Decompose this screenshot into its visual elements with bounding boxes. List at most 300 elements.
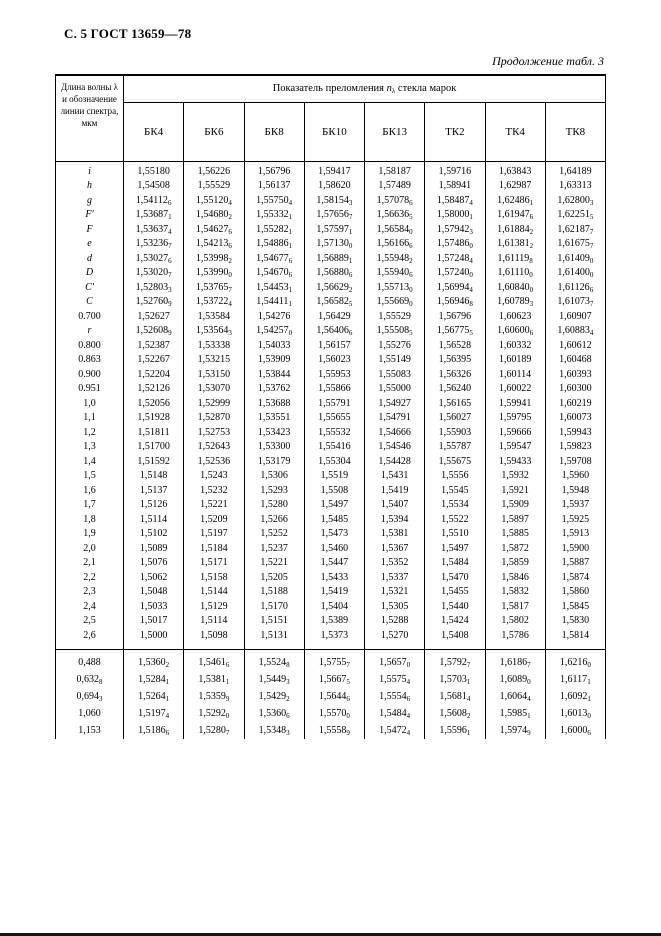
refractive-index-cell: $1,6000_6$ [545,722,605,739]
refractive-index-cell: $1,57248_4$ [425,252,485,267]
refractive-index-cell: 1,52753 [184,426,244,441]
refractive-index-cell: 1,59417 [304,161,364,179]
column-header-ТК8: ТК8 [545,102,605,161]
wavelength-label: 1,0 [56,397,124,412]
refractive-index-cell: $1,53027_6$ [124,252,184,267]
refractive-index-cell: 1,54791 [365,411,425,426]
refractive-index-cell: 1,5510 [425,527,485,542]
refractive-index-cell: 1,59941 [485,397,545,412]
refractive-index-cell: $1,54886_1$ [244,237,304,252]
refractive-index-cell: 1,5802 [485,614,545,629]
refractive-index-cell: $1,54680_2$ [184,208,244,223]
refractive-index-cell: $1,56636_5$ [365,208,425,223]
refractive-index-cell: $1,61073_7$ [545,295,605,310]
table-row [56,353,606,368]
wavelength-label: h [56,179,124,194]
refractive-index-cell: $1,62187_7$ [545,223,605,238]
refractive-index-cell: 1,51811 [124,426,184,441]
refractive-index-cell: 1,5158 [184,571,244,586]
refractive-index-cell: 1,5887 [545,556,605,571]
refractive-index-cell: 1,5545 [425,484,485,499]
refractive-index-cell: $1,56629_2$ [304,281,364,296]
wavelength-label: D [56,266,124,281]
refractive-index-cell: $1,55508_5$ [365,324,425,339]
refractive-index-cell: 1,5470 [425,571,485,586]
refractive-index-cell: 1,52267 [124,353,184,368]
refractive-index-cell: 1,5874 [545,571,605,586]
refractive-index-cell: 1,59666 [485,426,545,441]
table-row [56,585,606,600]
wavelength-label: 2,4 [56,600,124,615]
refractive-index-cell: 1,54033 [244,339,304,354]
column-header-БК8: БК8 [244,102,304,161]
wavelength-label: 1,7 [56,498,124,513]
refractive-index-cell: 1,5497 [304,498,364,513]
refractive-index-cell: 1,55903 [425,426,485,441]
refractive-index-cell: 1,52643 [184,440,244,455]
refractive-index-cell: 1,59433 [485,455,545,470]
refractive-index-cell: $1,57078_6$ [365,194,425,209]
wavelength-label: 1,060 [56,705,124,722]
table-row [56,688,606,705]
refractive-index-cell: 1,5846 [485,571,545,586]
refractive-index-cell: $1,57130_0$ [304,237,364,252]
refractive-index-cell: 1,53909 [244,353,304,368]
refractive-index-cell: 1,5017 [124,614,184,629]
refractive-index-cell: 1,5237 [244,542,304,557]
refraction-span-header [124,75,606,102]
refractive-index-cell: $1,6013_0$ [545,705,605,722]
refractive-index-cell: 1,56137 [244,179,304,194]
refractive-index-cell: 1,56165 [425,397,485,412]
refractive-index-cell: 1,5424 [425,614,485,629]
refractive-index-cell: $1,5575_4$ [365,671,425,688]
refractive-index-cell: 1,5913 [545,527,605,542]
wavelength-label: 1,2 [56,426,124,441]
refractive-index-cell: 1,54276 [244,310,304,325]
refractive-index-cell: 1,5814 [545,629,605,650]
refractive-index-cell: $1,52760_9$ [124,295,184,310]
refractive-index-cell: $1,60600_6$ [485,324,545,339]
refractive-index-cell: $1,53020_7$ [124,266,184,281]
refractive-index-cell: $1,53236_7$ [124,237,184,252]
refractive-index-cell: $1,53990_0$ [184,266,244,281]
refractive-index-cell: $1,56166_6$ [365,237,425,252]
refractive-index-cell: $1,53687_1$ [124,208,184,223]
refractive-index-cell: 1,5288 [365,614,425,629]
refractive-index-cell: 1,5221 [184,498,244,513]
wavelength-label: C′ [56,281,124,296]
refractive-index-cell: 1,60073 [545,411,605,426]
refractive-index-cell: 1,55149 [365,353,425,368]
refractive-index-cell: $1,53722_4$ [184,295,244,310]
refractive-index-cell: 1,5352 [365,556,425,571]
table-row [56,266,606,281]
refractive-index-cell: 1,56429 [304,310,364,325]
refractive-index-cell: $1,56889_1$ [304,252,364,267]
refractive-index-cell: 1,60612 [545,339,605,354]
refractive-index-cell: $1,57597_1$ [304,223,364,238]
wavelength-label: 2,3 [56,585,124,600]
refractive-index-cell: $1,54677_6$ [244,252,304,267]
refractive-index-cell: 1,5925 [545,513,605,528]
refractive-index-cell: $1,5558_9$ [304,722,364,739]
refractive-index-cell: 1,60393 [545,368,605,383]
refractive-index-cell: 1,5909 [485,498,545,513]
refractive-index-cell: 1,5126 [124,498,184,513]
refractive-index-cell: $1,56775_5$ [425,324,485,339]
refractive-index-cell: 1,53423 [244,426,304,441]
wavelength-label: 1,6 [56,484,124,499]
refractive-index-cell: 1,56326 [425,368,485,383]
refractive-index-cell: 1,55655 [304,411,364,426]
refractive-index-cell: $1,61119_8$ [485,252,545,267]
refractive-index-cell: 1,5484 [425,556,485,571]
refractive-index-cell: 1,5473 [304,527,364,542]
refractive-index-cell: $1,6089_0$ [485,671,545,688]
wavelength-label: e [56,237,124,252]
refractive-index-cell: $1,56584_0$ [365,223,425,238]
refractive-index-cell: 1,52056 [124,397,184,412]
refractive-index-cell: $1,5472_4$ [365,722,425,739]
refractive-index-cell: 1,5832 [485,585,545,600]
refractive-index-cell: 1,53070 [184,382,244,397]
refractive-index-cell: 1,5407 [365,498,425,513]
refractive-index-cell: 1,55787 [425,440,485,455]
refractive-index-cell: 1,5148 [124,469,184,484]
refractive-index-cell: 1,58620 [304,179,364,194]
refractive-index-cell: 1,63843 [485,161,545,179]
refractive-index-cell: 1,55675 [425,455,485,470]
refractive-index-cell: 1,53300 [244,440,304,455]
refractive-index-cell: 1,56157 [304,339,364,354]
refractive-index-cell: 1,51592 [124,455,184,470]
refractive-index-cell: 1,53584 [184,310,244,325]
glass-header-row [56,102,606,161]
refractive-index-cell: 1,5114 [124,513,184,528]
refractive-index-cell: 1,5102 [124,527,184,542]
refractive-index-cell: $1,54257_0$ [244,324,304,339]
refractive-index-cell: 1,5404 [304,600,364,615]
refractive-index-cell: 1,60907 [545,310,605,325]
wavelength-label: r [56,324,124,339]
wavelength-label: 1,153 [56,722,124,739]
refractive-index-cell: $1,57942_3$ [425,223,485,238]
refractive-index-cell: 1,52204 [124,368,184,383]
refractive-index-cell: 1,55791 [304,397,364,412]
refraction-header-prefix: Показатель преломления [272,83,387,95]
refractive-index-cell: $1,61110_0$ [485,266,545,281]
refractive-index-cell: $1,53765_7$ [184,281,244,296]
wavelength-label: 0.800 [56,339,124,354]
table-row [56,614,606,629]
refractive-index-cell: $1,55120_4$ [184,194,244,209]
refractive-index-cell: 1,60189 [485,353,545,368]
table-row [56,629,606,650]
refractive-index-cell: 1,5519 [304,469,364,484]
table-row [56,237,606,252]
page-header: С. 5 ГОСТ 13659—78 [64,26,192,41]
refractive-index-cell: 1,53215 [184,353,244,368]
wavelength-label: 1,8 [56,513,124,528]
refractive-index-cell: 1,56796 [425,310,485,325]
refractive-index-cell: 1,56226 [184,161,244,179]
table-row [56,281,606,296]
refractive-index-cell: $1,5461_6$ [184,650,244,672]
refractive-index-cell: $1,5554_6$ [365,688,425,705]
refractive-index-cell: 1,5389 [304,614,364,629]
column-header-БК4: БК4 [124,102,184,161]
refractive-index-cell: 1,5455 [425,585,485,600]
refractive-index-cell: $1,5484_4$ [365,705,425,722]
table-row [56,223,606,238]
table-body-laser-lines [56,650,606,740]
refractive-index-cell: 1,53688 [244,397,304,412]
refractive-index-table-container [55,74,606,739]
refractive-index-cell: $1,5264_1$ [124,688,184,705]
refractive-index-cell: 1,55532 [304,426,364,441]
refractive-index-cell: 1,5114 [184,614,244,629]
table-row [56,382,606,397]
refractive-index-cell: 1,5485 [304,513,364,528]
refractive-index-cell: 1,5321 [365,585,425,600]
refractive-index-cell: 1,55276 [365,339,425,354]
wavelength-label: 2,5 [56,614,124,629]
refractive-index-cell: 1,5337 [365,571,425,586]
refractive-index-cell: 1,54666 [365,426,425,441]
table-row [56,513,606,528]
refractive-index-cell: $1,5429_2$ [244,688,304,705]
refractive-index-cell: $1,6216_0$ [545,650,605,672]
refractive-index-cell: $1,58000_1$ [425,208,485,223]
refractive-index-cell: 1,5885 [485,527,545,542]
refractive-index-cell: 1,56240 [425,382,485,397]
refractive-index-cell: 1,63313 [545,179,605,194]
refractive-index-cell: 1,58187 [365,161,425,179]
refractive-index-cell: 1,53844 [244,368,304,383]
refractive-index-cell: 1,54508 [124,179,184,194]
refractive-index-cell: 1,60623 [485,310,545,325]
refractive-index-cell: 1,5786 [485,629,545,650]
refractive-index-cell: 1,5243 [184,469,244,484]
table-row [56,161,606,179]
refractive-index-cell: $1,5360_2$ [124,650,184,672]
refractive-index-cell: 1,59716 [425,161,485,179]
refractive-index-cell: $1,61884_2$ [485,223,545,238]
table-row [56,498,606,513]
refractive-index-cell: 1,53338 [184,339,244,354]
refractive-index-cell: $1,6092_1$ [545,688,605,705]
table-row [56,368,606,383]
refractive-index-cell: $1,57240_0$ [425,266,485,281]
wavelength-label: 2,6 [56,629,124,650]
refractive-index-cell: 1,5293 [244,484,304,499]
table-row [56,411,606,426]
refractive-index-cell: 1,5033 [124,600,184,615]
wavelength-label: 0.900 [56,368,124,383]
refractive-index-cell: 1,52536 [184,455,244,470]
refractive-index-cell: 1,5932 [485,469,545,484]
wavelength-label: 0,488 [56,650,124,672]
refractive-index-cell: $1,61400_0$ [545,266,605,281]
refractive-index-cell: $1,5359_9$ [184,688,244,705]
wavelength-label: F [56,223,124,238]
refractive-index-cell: 1,5381 [365,527,425,542]
refractive-index-cell: 1,5131 [244,629,304,650]
wavelength-label: 0.951 [56,382,124,397]
refractive-index-cell: $1,6186_7$ [485,650,545,672]
refractive-index-cell: $1,55282_1$ [244,223,304,238]
wavelength-label: 2,2 [56,571,124,586]
refractive-index-cell: 1,55953 [304,368,364,383]
refractive-index-cell: $1,56946_8$ [425,295,485,310]
table-row [56,252,606,267]
refractive-index-cell: 1,57489 [365,179,425,194]
refractive-index-cell: 1,58941 [425,179,485,194]
refractive-index-cell: 1,55304 [304,455,364,470]
refractive-index-cell: 1,5872 [485,542,545,557]
table-row [56,722,606,739]
refractive-index-cell: 1,5280 [244,498,304,513]
refractive-index-cell: 1,53179 [244,455,304,470]
refractive-index-cell: 1,5900 [545,542,605,557]
refractive-index-cell: $1,53998_2$ [184,252,244,267]
refractive-index-cell: 1,5232 [184,484,244,499]
refractive-index-cell: $1,54670_6$ [244,266,304,281]
refractive-index-cell: 1,54546 [365,440,425,455]
refractive-index-cell: 1,5440 [425,600,485,615]
table-row [56,571,606,586]
n-symbol-subscript: λ [391,87,396,96]
refractive-index-cell: 1,5534 [425,498,485,513]
refraction-header-suffix: стекла марок [395,83,457,95]
refractive-index-cell: $1,53564_3$ [184,324,244,339]
refractive-index-cell: $1,54453_1$ [244,281,304,296]
refractive-index-cell: $1,57486_0$ [425,237,485,252]
refractive-index-cell: 1,55083 [365,368,425,383]
refractive-index-cell: 1,59943 [545,426,605,441]
refractive-index-cell: 1,5197 [184,527,244,542]
refractive-index-cell: $1,5792_7$ [425,650,485,672]
refractive-index-cell: $1,5284_1$ [124,671,184,688]
refractive-index-cell: $1,57656_7$ [304,208,364,223]
refractive-index-cell: 1,52870 [184,411,244,426]
refractive-index-cell: 1,5960 [545,469,605,484]
refractive-index-cell: $1,54627_6$ [184,223,244,238]
column-header-БК6: БК6 [184,102,244,161]
refractive-index-cell: $1,5186_6$ [124,722,184,739]
column-header-ТК4: ТК4 [485,102,545,161]
column-header-БК10: БК10 [304,102,364,161]
table-row [56,339,606,354]
refractive-index-cell: 1,51928 [124,411,184,426]
wavelength-label: F′ [56,208,124,223]
refractive-index-cell: 1,5305 [365,600,425,615]
continuation-note: Продолжение табл. 3 [492,54,604,68]
refractive-index-cell: $1,60883_4$ [545,324,605,339]
refractive-index-cell: 1,5266 [244,513,304,528]
refractive-index-cell: $1,62800_3$ [545,194,605,209]
table-row [56,440,606,455]
refractive-index-cell: $1,52803_3$ [124,281,184,296]
refractive-index-cell: 1,5948 [545,484,605,499]
refractive-index-cell: $1,5360_6$ [244,705,304,722]
refractive-index-cell: 1,60300 [545,382,605,397]
refractive-index-cell: 1,5137 [124,484,184,499]
refractive-index-cell: 1,5447 [304,556,364,571]
refractive-index-cell: $1,60789_3$ [485,295,545,310]
wavelength-label: 1,4 [56,455,124,470]
refractive-index-cell: 1,56395 [425,353,485,368]
refractive-index-cell: 1,5270 [365,629,425,650]
wavelength-label: i [56,161,124,179]
refractive-index-cell: $1,61675_7$ [545,237,605,252]
refractive-index-cell: 1,5921 [485,484,545,499]
refractive-index-cell: 1,55416 [304,440,364,455]
wavelength-label: $0,632_8$ [56,671,124,688]
wavelength-label: d [56,252,124,267]
refractive-index-cell: 1,51700 [124,440,184,455]
refractive-index-cell: 1,5373 [304,629,364,650]
column-header-ТК2: ТК2 [425,102,485,161]
refractive-index-cell: 1,60468 [545,353,605,368]
refractive-index-cell: $1,55750_4$ [244,194,304,209]
table-header [56,75,606,161]
refractive-index-cell: $1,58487_4$ [425,194,485,209]
table-row [56,484,606,499]
refractive-index-cell: 1,55180 [124,161,184,179]
refractive-index-cell: $1,56994_4$ [425,281,485,296]
refractive-index-cell: 1,53551 [244,411,304,426]
table-row [56,469,606,484]
refractive-index-cell: $1,52608_9$ [124,324,184,339]
table-row [56,556,606,571]
refractive-index-cell: 1,60332 [485,339,545,354]
refractive-index-cell: 1,5252 [244,527,304,542]
table-row [56,671,606,688]
refractive-index-cell: 1,5184 [184,542,244,557]
refractive-index-cell: $1,55332_1$ [244,208,304,223]
refractive-index-cell: 1,55866 [304,382,364,397]
refractive-index-cell: 1,60022 [485,382,545,397]
refractive-index-cell: 1,5151 [244,614,304,629]
wavelength-label: 1,5 [56,469,124,484]
refractive-index-cell: $1,55948_2$ [365,252,425,267]
refractive-index-cell: 1,5859 [485,556,545,571]
refractive-index-cell: $1,53637_4$ [124,223,184,238]
refractive-index-cell: 1,54927 [365,397,425,412]
refractive-index-cell: 1,5306 [244,469,304,484]
refractive-index-cell: 1,5394 [365,513,425,528]
table-row [56,310,606,325]
refractive-index-cell: $1,5348_3$ [244,722,304,739]
refractive-index-cell: 1,5431 [365,469,425,484]
refractive-index-cell: 1,5048 [124,585,184,600]
refractive-index-cell: 1,5419 [365,484,425,499]
refractive-index-cell: 1,52126 [124,382,184,397]
refractive-index-cell: 1,52999 [184,397,244,412]
table-row [56,426,606,441]
table-row [56,179,606,194]
table-row [56,600,606,615]
table-row [56,542,606,557]
refractive-index-cell: $1,54411_1$ [244,295,304,310]
refractive-index-cell: $1,5985_1$ [485,705,545,722]
refractive-index-cell: 1,5209 [184,513,244,528]
table-row [56,650,606,672]
refractive-index-cell: 1,54428 [365,455,425,470]
refractive-index-cell: 1,5497 [425,542,485,557]
